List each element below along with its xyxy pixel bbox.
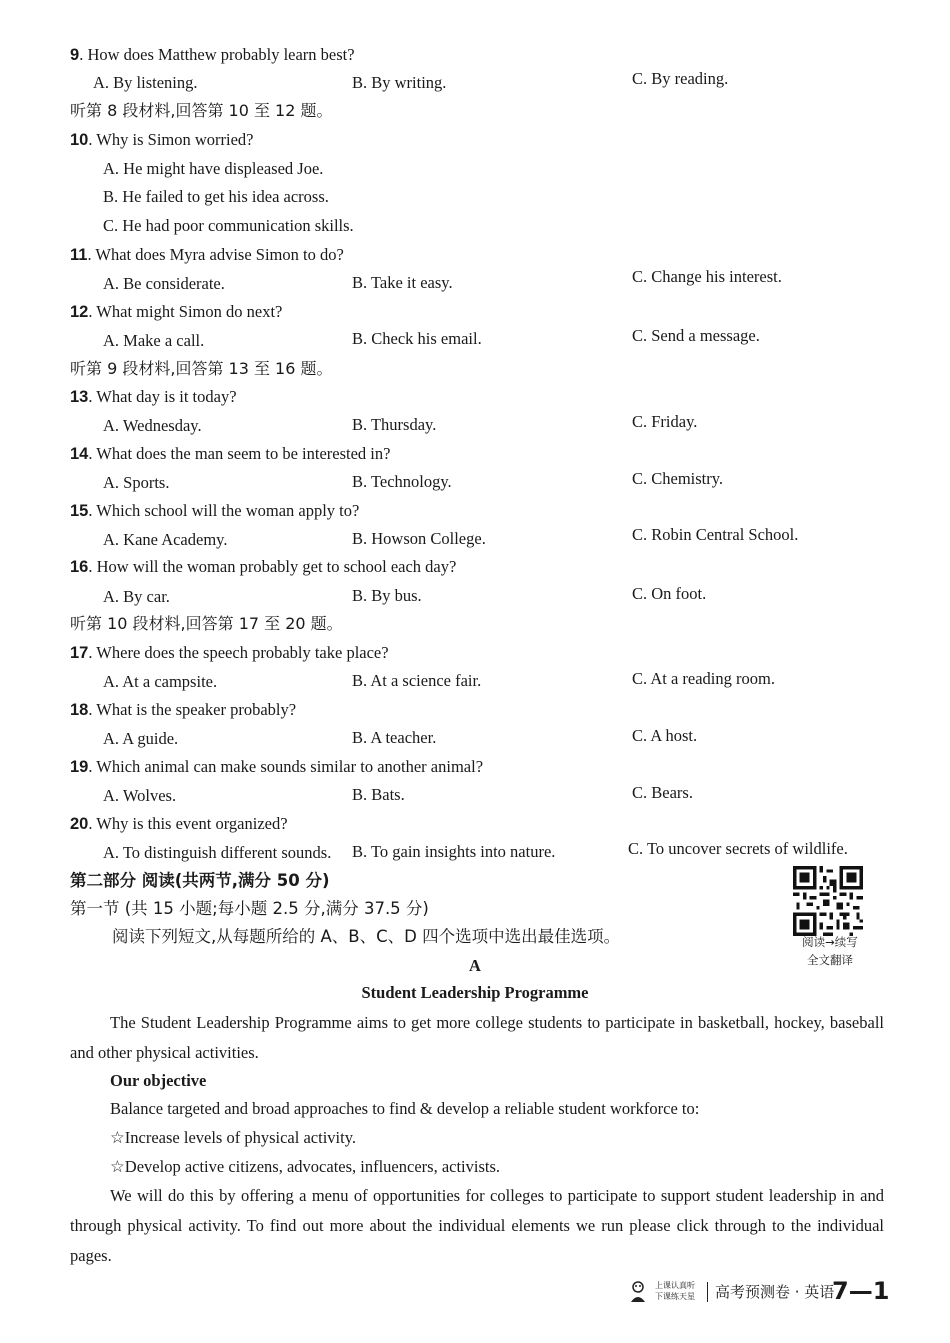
footer-slogan: 上课认真听 下课练天星 <box>655 1281 695 1301</box>
question-17 <box>70 642 389 664</box>
question-14 <box>70 443 390 465</box>
option-a: A. To distinguish different sounds. <box>103 843 332 862</box>
option-c: C. Change his interest. <box>632 267 782 286</box>
question-text: . Why is Simon worried? <box>88 130 254 149</box>
mascot-logo-icon <box>627 1280 649 1304</box>
option-b: B. By bus. <box>352 586 422 605</box>
footer-divider <box>707 1282 708 1302</box>
option-a: A. Make a call. <box>103 331 205 350</box>
option-b: B. To gain insights into nature. <box>352 842 556 861</box>
question-text: . Which animal can make sounds similar to another animal? <box>88 757 484 776</box>
option-c: C. A host. <box>632 726 698 745</box>
option-c: C. Robin Central School. <box>632 525 799 544</box>
option-b: B. At a science fair. <box>352 671 482 690</box>
question-text: . What is the speaker probably? <box>88 700 297 719</box>
question-number: 19 <box>70 758 89 776</box>
question-number: 10 <box>70 131 89 149</box>
footer-title: 高考预测卷 · 英语 <box>715 1283 835 1301</box>
passage-letter: A <box>469 956 481 975</box>
option-a: A. Sports. <box>103 473 170 492</box>
passage-title: Student Leadership Programme <box>361 983 589 1002</box>
part-heading: 第二部分 阅读(共两节,满分 50 分) <box>70 871 330 890</box>
bullet-item: ☆Develop active citizens, advocates, influencers, activists. <box>110 1157 501 1176</box>
option-a: A. A guide. <box>103 729 179 748</box>
question-number: 17 <box>70 644 89 662</box>
section-heading: 第一节 (共 15 小题;每小题 2.5 分,满分 37.5 分) <box>70 899 429 918</box>
directions: 阅读下列短文,从每题所给的 A、B、C、D 四个选项中选出最佳选项。 <box>112 927 621 946</box>
option-c: C. Chemistry. <box>632 469 724 488</box>
question-16 <box>70 556 456 578</box>
passage-paragraph: We will do this by offering a menu of opportunities for colleges to participate to support student leadership in and through physical activity. To find out more about the individual elements we run please click through to the individual pages. <box>70 1186 884 1265</box>
passage-paragraph: The Student Leadership Programme aims to get more college students to participate in basketball, hockey, baseball and other physical activities. <box>70 1013 884 1062</box>
question-10 <box>70 129 254 151</box>
question-text: . What might Simon do next? <box>88 302 283 321</box>
option-c: C. To uncover secrets of wildlife. <box>628 839 848 858</box>
question-text: . What day is it today? <box>88 387 237 406</box>
question-number: 18 <box>70 701 89 719</box>
question-number: 12 <box>70 303 89 321</box>
question-text: . Where does the speech probably take place? <box>88 643 389 662</box>
option-a: A. Wolves. <box>103 786 177 805</box>
option-a: A. Wednesday. <box>103 416 202 435</box>
segment-instruction: 听第 9 段材料,回答第 13 至 16 题。 <box>70 359 333 378</box>
question-11 <box>70 244 344 266</box>
segment-instruction: 听第 8 段材料,回答第 10 至 12 题。 <box>70 101 333 120</box>
question-text: . How does Matthew probably learn best? <box>79 45 355 64</box>
option-a: A. He might have displeased Joe. <box>103 159 324 178</box>
option-b: B. Thursday. <box>352 415 437 434</box>
question-number: 9 <box>70 46 80 64</box>
qr-code-icon[interactable] <box>793 866 863 936</box>
question-18 <box>70 699 296 721</box>
question-number: 20 <box>70 815 89 833</box>
option-b: B. By writing. <box>352 73 447 92</box>
question-text: . What does Myra advise Simon to do? <box>87 245 344 264</box>
option-c: C. Friday. <box>632 412 698 431</box>
option-b: B. Technology. <box>352 472 452 491</box>
option-a: A. Be considerate. <box>103 274 225 293</box>
question-text: . How will the woman probably get to school each day? <box>88 557 457 576</box>
question-12 <box>70 301 282 323</box>
question-19 <box>70 756 483 778</box>
option-b: B. Howson College. <box>352 529 486 548</box>
question-15 <box>70 500 359 522</box>
option-b: B. A teacher. <box>352 728 437 747</box>
page-footer <box>627 1277 890 1308</box>
option-b: B. Take it easy. <box>352 273 453 292</box>
bullet-item: ☆Increase levels of physical activity. <box>110 1128 357 1147</box>
option-c: C. By reading. <box>632 69 729 88</box>
question-number: 13 <box>70 388 89 406</box>
page-number: 7—1 <box>832 1277 890 1305</box>
option-a: A. By listening. <box>93 73 198 92</box>
question-20 <box>70 813 288 835</box>
option-a: A. At a campsite. <box>103 672 218 691</box>
option-c: C. At a reading room. <box>632 669 775 688</box>
qr-caption: 全文翻译 <box>807 953 853 967</box>
question-13 <box>70 386 237 408</box>
passage-paragraph: Balance targeted and broad approaches to find & develop a reliable student workforce to: <box>110 1099 700 1118</box>
option-b: B. Check his email. <box>352 329 482 348</box>
option-a: A. Kane Academy. <box>103 530 228 549</box>
option-c: C. He had poor communication skills. <box>103 216 354 235</box>
question-text: . Why is this event organized? <box>88 814 288 833</box>
question-text: . Which school will the woman apply to? <box>88 501 360 520</box>
question-number: 11 <box>70 246 88 264</box>
segment-instruction: 听第 10 段材料,回答第 17 至 20 题。 <box>70 614 343 633</box>
question-9 <box>70 44 355 66</box>
question-number: 16 <box>70 558 89 576</box>
passage-subheading: Our objective <box>110 1071 207 1090</box>
option-c: C. Send a message. <box>632 326 760 345</box>
question-number: 15 <box>70 502 89 520</box>
question-text: . What does the man seem to be interested in? <box>88 444 391 463</box>
option-c: C. On foot. <box>632 584 707 603</box>
option-b: B. Bats. <box>352 785 405 804</box>
question-number: 14 <box>70 445 89 463</box>
option-a: A. By car. <box>103 587 170 606</box>
option-c: C. Bears. <box>632 783 693 802</box>
qr-caption: 阅读→续写 <box>802 935 858 949</box>
option-b: B. He failed to get his idea across. <box>103 187 329 206</box>
